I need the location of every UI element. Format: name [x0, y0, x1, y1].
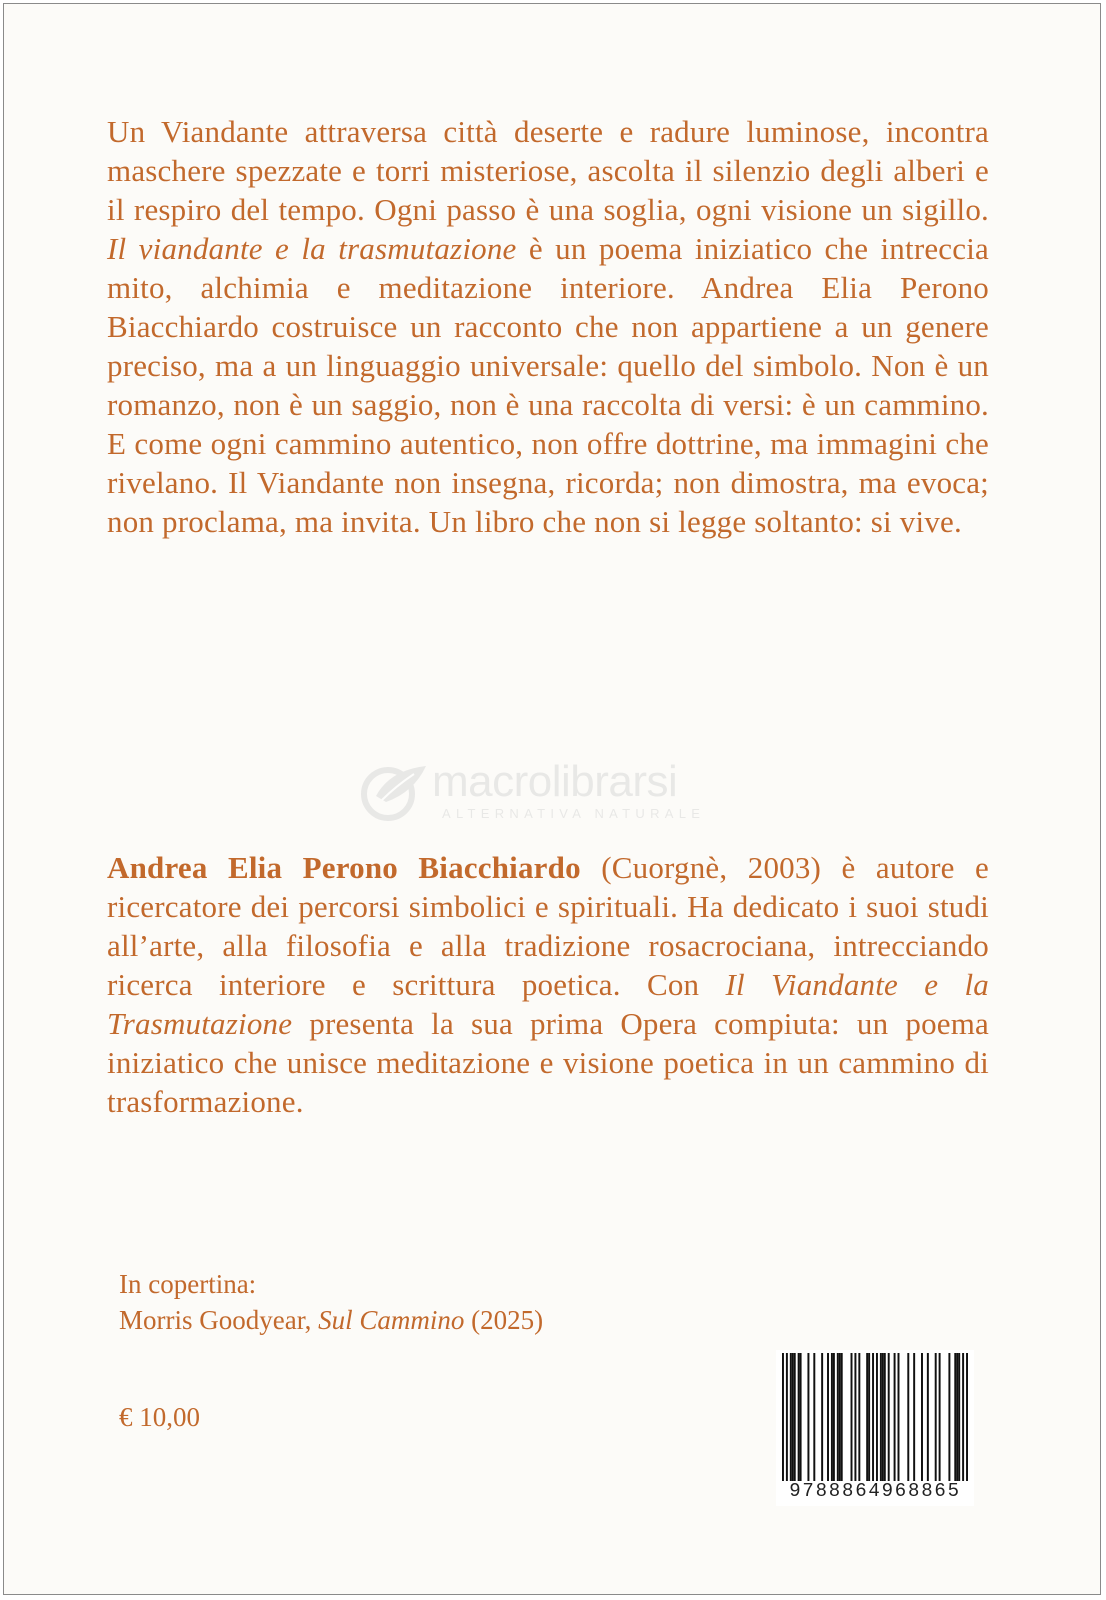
- barcode-bar: [782, 1353, 784, 1481]
- barcode-bar: [954, 1353, 956, 1481]
- watermark-tagline: ALTERNATIVA NATURALE: [442, 806, 706, 821]
- watermark-name: macrolibrarsi: [432, 757, 678, 806]
- barcode-bar: [956, 1353, 958, 1481]
- leaf-logo-icon: [356, 762, 434, 822]
- back-cover: [3, 3, 1101, 1595]
- barcode-bar: [958, 1353, 960, 1481]
- credits-line: [119, 1302, 543, 1338]
- barcode: [776, 1350, 974, 1506]
- barcode-bars: [782, 1353, 968, 1481]
- synopsis-text-2: è un poema iniziatico che intreccia mito, alchimia e meditazione interiore. Andrea Elia Perono Biacchiardo costruisce un racconto che non appartiene a un genere preciso, ma a un linguaggio universale: quello del simbolo. Non è un romanzo, non è un saggio, non è una raccolta di versi: è un cammino. E come ogni cammino autentico, non offre dottrine, ma immagini che rivelano. Il Viandante non insegna, ricorda; non dimostra, ma evoca; non proclama, ma invita. Un libro che non si legge soltanto: si vive.: [107, 231, 989, 539]
- barcode-bar: [831, 1353, 833, 1481]
- barcode-bar: [851, 1353, 853, 1481]
- bio-text-2: presenta la sua prima Opera compiuta: un poema iniziatico che unisce meditazione e visione poetica in un cammino di trasformazione.: [107, 1006, 989, 1119]
- barcode-bar: [813, 1353, 815, 1481]
- barcode-bar: [935, 1353, 937, 1481]
- barcode-bar: [939, 1353, 941, 1481]
- barcode-bar: [907, 1353, 909, 1481]
- barcode-bar: [927, 1353, 929, 1481]
- barcode-bar: [966, 1353, 968, 1481]
- barcode-bar: [837, 1353, 839, 1481]
- synopsis-text-1: Un Viandante attraversa città deserte e radure luminose, incontra maschere spezzate e torri misteriose, ascolta il silenzio degli alberi e il respiro del tempo. Ogni passo è una soglia, ogni visione un sigillo.: [107, 114, 989, 227]
- barcode-bar: [913, 1353, 915, 1481]
- cover-credits: [119, 1266, 543, 1338]
- barcode-bar: [858, 1353, 860, 1481]
- barcode-bar: [807, 1353, 809, 1481]
- synopsis-book-title: Il viandante e la trasmutazione: [107, 231, 517, 266]
- barcode-bar: [888, 1353, 890, 1481]
- barcode-bar: [821, 1353, 823, 1481]
- barcode-bar: [794, 1353, 796, 1481]
- barcode-bar: [866, 1353, 868, 1481]
- barcode-bar: [921, 1353, 923, 1481]
- author-bio: [107, 848, 989, 1121]
- credits-work: Sul Cammino: [318, 1305, 465, 1335]
- barcode-bar: [868, 1353, 870, 1481]
- barcode-bar: [882, 1353, 884, 1481]
- barcode-bar: [880, 1353, 882, 1481]
- barcode-bar: [800, 1353, 802, 1481]
- credits-artist: Morris Goodyear,: [119, 1305, 319, 1335]
- barcode-bar: [854, 1353, 856, 1481]
- barcode-bar: [948, 1353, 950, 1481]
- bio-book-title: Il Viandante e la Trasmutazione: [107, 967, 989, 1041]
- barcode-bar: [872, 1353, 874, 1481]
- barcode-bar: [884, 1353, 886, 1481]
- bio-text-1: (Cuorgnè, 2003) è autore e ricercatore dei percorsi simbolici e spirituali. Ha dedicato i suoi studi all’arte, alla filosofia e alla tradizione rosacrociana, intrecciando ricerca interiore e scrittura poetica. Con: [107, 850, 989, 1002]
- barcode-bar: [786, 1353, 788, 1481]
- barcode-bar: [790, 1353, 792, 1481]
- barcode-bar: [798, 1353, 800, 1481]
- credits-label: In copertina:: [119, 1269, 257, 1299]
- barcode-bar: [898, 1353, 900, 1481]
- barcode-bar: [827, 1353, 829, 1481]
- synopsis: [107, 112, 989, 541]
- barcode-bar: [792, 1353, 794, 1481]
- author-name: Andrea Elia Perono Biacchiardo: [107, 850, 581, 885]
- credits-year: (2025): [464, 1305, 544, 1335]
- synopsis-paragraph: [107, 112, 989, 541]
- barcode-bar: [962, 1353, 964, 1481]
- price: € 10,00: [119, 1402, 200, 1432]
- watermark: [356, 756, 776, 826]
- bio-paragraph: [107, 848, 989, 1121]
- barcode-bar: [833, 1353, 835, 1481]
- barcode-bar: [839, 1353, 841, 1481]
- barcode-bar: [841, 1353, 843, 1481]
- barcode-bar: [894, 1353, 896, 1481]
- isbn-digits: 9788864968865: [789, 1480, 961, 1502]
- barcode-bar: [876, 1353, 878, 1481]
